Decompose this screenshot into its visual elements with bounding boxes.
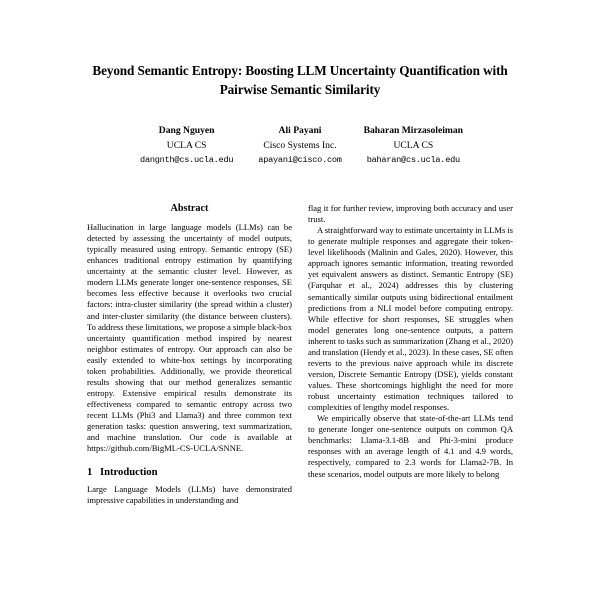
author-list (72, 124, 528, 166)
right-column-paragraph: flag it for further review, improving both accuracy and user trust. (308, 203, 513, 225)
author-affiliation: UCLA CS (393, 140, 434, 152)
author-name: Ali Payani (278, 125, 322, 137)
section-number: 1 (87, 467, 93, 479)
author-name: Baharan Mirzasoleiman (363, 125, 464, 137)
page-title: Beyond Semantic Entropy: Boosting LLM Uncertainty Quantification with Pairwise Semantic Similarity (92, 63, 508, 97)
author-affiliation: UCLA CS (166, 140, 207, 152)
left-column (87, 203, 292, 600)
author-entry (243, 124, 356, 166)
author-entry (357, 124, 470, 166)
author-email: apayani@cisco.com (258, 154, 342, 165)
section-heading-introduction (87, 467, 292, 478)
author-email: baharan@cs.ucla.edu (366, 154, 460, 165)
title-block (0, 0, 600, 167)
right-column (308, 203, 513, 600)
author-email: dangnth@cs.ucla.edu (140, 154, 234, 165)
right-column-paragraph: A straightforward way to estimate uncertainty in LLMs is to generate multiple responses and aggregate their token-level likelihoods (Malinin and Gales, 2020). However, this approach ignores semantic information, treating reworded yet equivalent answers as distinct. Semantic Entropy (SE) (Farquhar et al., 2024) addresses this by clustering semantically similar outputs using bidirectional entailment predictions from a NLI model before computing entropy. While effective for short responses, SE struggles when model generates long one-sentence outputs, a pattern inherent to tasks such as summarization (Zhang et al., 2020) and translation (Hendy et al., 2023). In these cases, SE often reverts to the previous naive approach while its discrete version, Discrete Semantic Entropy (DSE), yields constant values. These shortcomings highlight the need for more robust uncertainty estimation techniques tailored to complexities of lengthy model responses. (308, 225, 513, 413)
two-column-body (0, 203, 600, 600)
author-entry (130, 124, 243, 166)
introduction-paragraph: Large Language Models (LLMs) have demonstrated impressive capabilities in understanding and (87, 484, 292, 506)
right-column-paragraph: We empirically observe that state-of-the-art LLMs tend to generate longer one-sentence outputs on common QA benchmarks: Llama-3.1-8B and Phi-3-mini produce responses with an average length of 4.1 and 4.9 words, respectively, compared to 2.3 words for Llama2-7B. In these scenarios, model outputs are more likely to belong (308, 413, 513, 479)
section-title: Introduction (100, 467, 158, 479)
author-name: Dang Nguyen (158, 125, 215, 137)
abstract-heading: Abstract (170, 203, 209, 214)
author-affiliation: Cisco Systems Inc. (263, 140, 337, 152)
abstract-text: Hallucination in large language models (LLMs) can be detected by assessing the uncertainty of model outputs, typically measured using entropy. Semantic entropy (SE) enhances traditional entropy estimation by quantifying uncertainty at the semantic cluster level. However, as modern LLMs generate longer one-sentence responses, SE becomes less effective because it overlooks two crucial factors: intra-cluster similarity (the spread within a cluster) and inter-cluster similarity (the distance between clusters). To address these limitations, we propose a simple black-box uncertainty quantification method inspired by nearest neighbor estimates of entropy. Our approach can also be easily extended to white-box settings by incorporating token probabilities. Additionally, we provide theoretical results showing that our method generalizes semantic entropy. Extensive empirical results demonstrate its effectiveness compared to semantic entropy across two recent LLMs (Phi3 and Llama3) and three common text generation tasks: question answering, text summarization, and machine translation. Our code is available at https://github.com/BigML-CS-UCLA/SNNE. (87, 222, 292, 454)
